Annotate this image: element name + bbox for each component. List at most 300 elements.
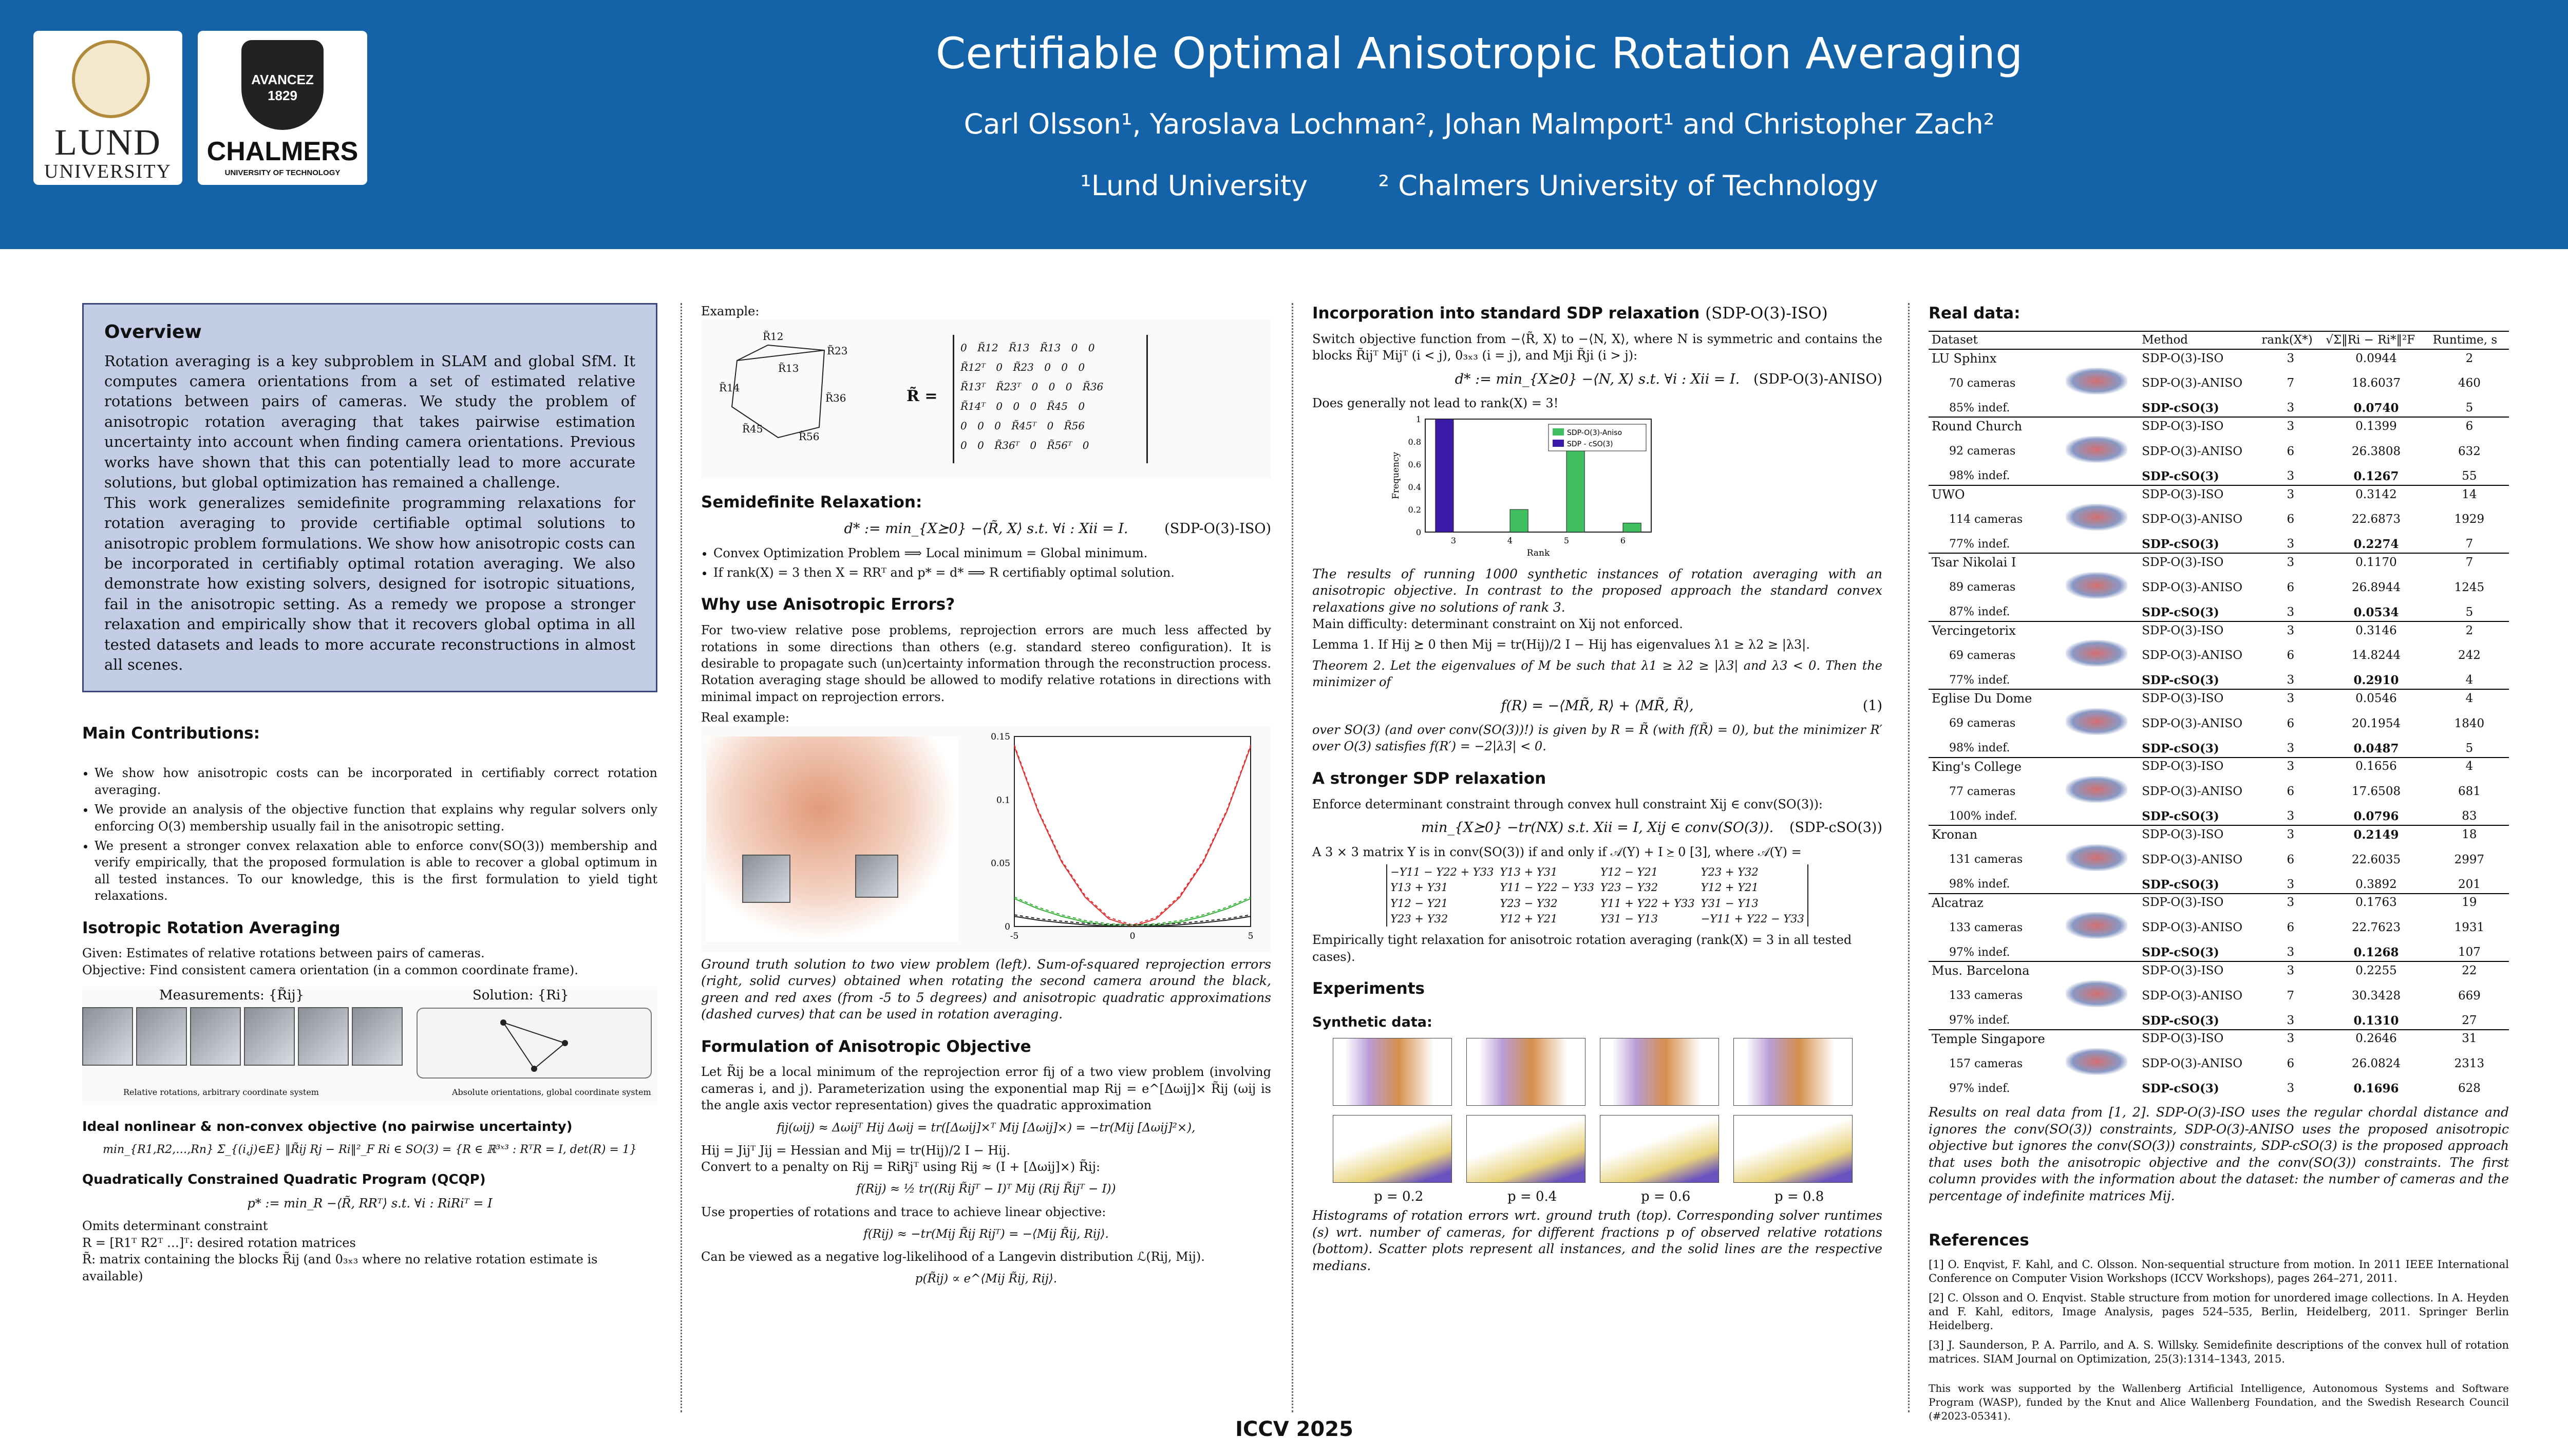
matrix-cell: Y12 + Y21 bbox=[1701, 881, 1759, 894]
table-cell: 6 bbox=[2287, 580, 2295, 594]
dataset-cell: 157 cameras bbox=[1949, 1057, 2023, 1070]
table-cell: 6 bbox=[2287, 853, 2295, 866]
matrix-cell: Y23 + Y32 bbox=[1390, 912, 1448, 925]
table-row bbox=[1929, 1012, 2509, 1030]
table-row bbox=[1929, 844, 2509, 876]
sdr-equation-tag: (SDP-O(3)-ISO) bbox=[1164, 521, 1271, 537]
table-row bbox=[1929, 808, 2509, 825]
table-row bbox=[1929, 672, 2509, 689]
synthetic-figure bbox=[1312, 1038, 1882, 1207]
p-label: p = 0.2 bbox=[1374, 1189, 1424, 1205]
dataset-cell: 131 cameras bbox=[1949, 853, 2023, 866]
table-cell: 3 bbox=[2258, 417, 2322, 435]
references-list bbox=[1929, 1258, 2509, 1366]
table-cell: 3 bbox=[2258, 485, 2322, 503]
dataset-cell: Temple Singapore bbox=[1929, 1030, 2063, 1048]
theorem-equation-tag: (1) bbox=[1862, 697, 1882, 714]
reconstruction-thumbnail bbox=[2066, 844, 2127, 871]
references-title: References bbox=[1929, 1231, 2029, 1250]
table-cell: 0.0944 bbox=[2322, 349, 2430, 367]
table-cell: SDP-cSO(3) bbox=[2142, 1013, 2219, 1028]
dataset-cell: 69 cameras bbox=[1949, 649, 2016, 662]
table-cell: SDP-cSO(3) bbox=[2142, 877, 2219, 892]
histogram-bar bbox=[1623, 523, 1641, 533]
incorp-equation bbox=[1312, 370, 1882, 389]
synthetic-caption: Histograms of rotation errors wrt. ground truth (top). Corresponding solver runtimes (s) wrt. number of cameras, for different fractions p of observed relative rotations (bottom). Scatter plots represent all instances, and the solid lines are the respective medians. bbox=[1312, 1208, 1882, 1273]
table-cell: 3 bbox=[2287, 877, 2295, 891]
dataset-thumbnail bbox=[2063, 349, 2139, 367]
synthetic-title: Synthetic data: bbox=[1312, 1014, 1432, 1030]
table-cell: SDP-O(3)-ISO bbox=[2139, 417, 2258, 435]
given-text: Given: Estimates of relative rotations between pairs of cameras. bbox=[82, 946, 485, 961]
table-cell: SDP-cSO(3) bbox=[2142, 605, 2219, 619]
table-cell: 2997 bbox=[2454, 853, 2485, 866]
table-cell: SDP-cSO(3) bbox=[2142, 537, 2219, 552]
table-row bbox=[1929, 417, 2509, 435]
table-cell: 669 bbox=[2458, 989, 2481, 1003]
table-cell: 6 bbox=[2287, 513, 2295, 526]
table-cell: 0.2646 bbox=[2322, 1030, 2430, 1048]
experiments-title: Experiments bbox=[1312, 979, 1425, 998]
table-cell: 3 bbox=[2258, 1030, 2322, 1048]
lund-university-logo bbox=[33, 31, 182, 185]
table-row bbox=[1929, 894, 2509, 912]
dataset-thumbnail bbox=[2063, 367, 2139, 400]
dataset-thumbnail bbox=[2063, 944, 2139, 961]
table-cell: 18 bbox=[2430, 825, 2509, 843]
chalmers-emblem-text: AVANCEZ 1829 bbox=[251, 72, 314, 103]
column-divider bbox=[1292, 303, 1293, 1412]
runtime-scatter bbox=[1733, 1115, 1853, 1183]
formulation-eq-1: fij(ωij) ≈ Δωijᵀ Hij Δωij = tr([Δωij]×ᵀ Mij [Δωij]×) = −tr(Mij [Δωij]²×), bbox=[777, 1121, 1196, 1134]
table-header: Dataset bbox=[1929, 331, 2063, 349]
real-example-caption: Ground truth solution to two view problem (left). Sum-of-squared reprojection errors (right, solid curves) obtained when rotating the second camera around the black, green and red axes (from -5 to 5 degrees) and anisotropic quadratic approximations (dashed curves) that can be used in rotation averaging. bbox=[701, 956, 1271, 1022]
table-cell: SDP-cSO(3) bbox=[2142, 809, 2219, 824]
table-cell: 3 bbox=[2258, 553, 2322, 571]
dataset-thumbnail bbox=[2063, 708, 2139, 740]
table-cell: SDP-cSO(3) bbox=[2142, 469, 2219, 483]
histogram-bar bbox=[1566, 450, 1584, 533]
table-cell: 3 bbox=[2258, 894, 2322, 912]
sdr-bullet: • If rank(X) = 3 then X = RRᵀ and p* = d* ⟹ R certifiably optimal solution. bbox=[713, 564, 1271, 581]
camera-frustum-icon bbox=[742, 855, 790, 903]
matrix-cell: Y12 − Y21 bbox=[1600, 865, 1658, 878]
dataset-cell: LU Sphinx bbox=[1929, 349, 2063, 367]
acknowledgement: This work was supported by the Wallenberg Artificial Intelligence, Autonomous Systems and Software Program (WASP), funded by the Knut and Alice Wallenberg Foundation, and the Swedish Research Council (#2023-05341). bbox=[1929, 1382, 2509, 1423]
conv-matrix bbox=[1386, 864, 1808, 926]
reconstruction-thumbnail bbox=[2066, 572, 2127, 599]
lund-logo-sub: UNIVERSITY bbox=[44, 161, 172, 182]
real-data-title: Real data: bbox=[1929, 304, 2021, 323]
contributions-title: Main Contributions: bbox=[82, 724, 260, 743]
y-tick-label: 0.8 bbox=[1408, 437, 1421, 447]
dataset-cell: 98% indef. bbox=[1949, 742, 2010, 755]
plot-frame bbox=[1014, 736, 1251, 926]
table-cell: 2 bbox=[2430, 349, 2509, 367]
table-row bbox=[1929, 708, 2509, 740]
dataset-cell: 97% indef. bbox=[1949, 1014, 2010, 1027]
table-row bbox=[1929, 980, 2509, 1012]
measurement-photo bbox=[298, 1007, 349, 1066]
dataset-cell: 85% indef. bbox=[1949, 402, 2010, 414]
difficulty-text: Main difficulty: determinant constraint on Xij not enforced. bbox=[1312, 617, 1683, 632]
table-cell: SDP-cSO(3) bbox=[2142, 946, 2219, 960]
graph-node-label: R̃45 bbox=[742, 423, 763, 436]
table-cell: SDP-O(3)-ANISO bbox=[2142, 376, 2243, 390]
table-cell: 6 bbox=[2287, 649, 2295, 663]
formulation-h: Hij = Jijᵀ Jij = Hessian and Mij = tr(Hij)/2 I − Hij. bbox=[701, 1143, 1011, 1158]
dataset-thumbnail bbox=[2063, 808, 2139, 825]
dataset-cell: 69 cameras bbox=[1949, 717, 2016, 730]
table-cell: SDP-O(3)-ANISO bbox=[2142, 1057, 2243, 1071]
y-tick-label: 0.05 bbox=[991, 858, 1010, 869]
dataset-cell: 70 cameras bbox=[1949, 376, 2016, 390]
table-cell: 0.3146 bbox=[2322, 621, 2430, 639]
dataset-thumbnail bbox=[2063, 485, 2139, 503]
table-row bbox=[1929, 740, 2509, 758]
graph-node-label: R̃23 bbox=[827, 345, 848, 357]
poster-authors: Carl Olsson¹, Yaroslava Lochman², Johan Malmport¹ and Christopher Zach² bbox=[964, 108, 1995, 140]
table-cell: 6 bbox=[2430, 417, 2509, 435]
reference-item: [1] O. Enqvist, F. Kahl, and C. Olsson. Non-sequential structure from motion. In 2011 IEEE International Conference on Computer Vision Workshops (ICCV Workshops), pages 264–271, 2011. bbox=[1929, 1258, 2509, 1285]
conv-text: A 3 × 3 matrix Y is in conv(SO(3)) if and only if 𝒜(Y) + I ⪰ 0 [3], where 𝒜(Y) = bbox=[1312, 844, 1802, 859]
table-cell: 7 bbox=[2287, 376, 2295, 390]
dataset-thumbnail bbox=[2063, 689, 2139, 707]
table-cell: 0.2255 bbox=[2322, 961, 2430, 979]
chalmers-logo-sub: UNIVERSITY OF TECHNOLOGY bbox=[224, 168, 341, 177]
incorp-equation-tag: (SDP-O(3)-ANISO) bbox=[1753, 371, 1882, 387]
matrix-cell: Y23 + Y32 bbox=[1701, 865, 1759, 878]
matrix-cell: Y13 + Y31 bbox=[1390, 881, 1448, 894]
table-row bbox=[1929, 485, 2509, 503]
dataset-cell: Mus. Barcelona bbox=[1929, 961, 2063, 979]
dataset-thumbnail bbox=[2063, 844, 2139, 876]
legend-label: SDP-O(3)-Aniso bbox=[1567, 429, 1622, 438]
table-cell: 0.1656 bbox=[2322, 758, 2430, 776]
table-cell: 3 bbox=[2287, 537, 2295, 551]
stronger-equation-text: min_{X⪰0} −tr(NX) s.t. Xii = I, Xij ∈ conv(SO(3)). bbox=[1421, 820, 1774, 836]
measurement-photo bbox=[190, 1007, 241, 1066]
dataset-cell: King's College bbox=[1929, 758, 2063, 776]
dataset-cell: Kronan bbox=[1929, 825, 2063, 843]
dataset-cell: 97% indef. bbox=[1949, 1082, 2010, 1095]
dataset-thumbnail bbox=[2063, 1012, 2139, 1030]
legend-label: SDP - cSO(3) bbox=[1567, 440, 1613, 449]
table-cell: 0.1310 bbox=[2353, 1013, 2399, 1028]
table-cell: 3 bbox=[2258, 689, 2322, 707]
stronger-equation bbox=[1312, 819, 1882, 837]
table-cell: 3 bbox=[2258, 825, 2322, 843]
reconstruction-thumbnail bbox=[2066, 436, 2127, 463]
table-cell: 3 bbox=[2287, 1013, 2295, 1027]
dataset-thumbnail bbox=[2063, 912, 2139, 944]
dataset-cell: Round Church bbox=[1929, 417, 2063, 435]
y-tick-label: 0.6 bbox=[1408, 460, 1421, 470]
measurements-caption: Relative rotations, arbitrary coordinate system bbox=[123, 1087, 319, 1098]
x-tick-label: 3 bbox=[1450, 536, 1457, 546]
tight-note: Empirically tight relaxation for anisotroic rotation averaging (rank(X) = 3 in all tested cases). bbox=[1312, 933, 1852, 964]
table-cell: 26.8944 bbox=[2351, 580, 2401, 594]
table-cell: SDP-O(3)-ANISO bbox=[2142, 921, 2243, 935]
table-row bbox=[1929, 944, 2509, 961]
dataset-cell: Tsar Nikolai I bbox=[1929, 553, 2063, 571]
dataset-thumbnail bbox=[2063, 672, 2139, 689]
table-row bbox=[1929, 689, 2509, 707]
y-tick-label: 1 bbox=[1415, 414, 1421, 425]
table-row bbox=[1929, 776, 2509, 808]
y-tick-label: 0.4 bbox=[1408, 482, 1421, 493]
camera-frustum-icon bbox=[855, 855, 898, 898]
table-cell: 0.2274 bbox=[2353, 537, 2399, 552]
sdr-title: Semidefinite Relaxation: bbox=[701, 493, 922, 512]
dataset-thumbnail bbox=[2063, 503, 2139, 536]
x-tick-label: 5 bbox=[1248, 931, 1254, 941]
dataset-thumbnail bbox=[2063, 400, 2139, 417]
omits-text: Omits determinant constraint bbox=[82, 1219, 268, 1234]
overview-box bbox=[82, 303, 657, 692]
table-cell: 0.0546 bbox=[2322, 689, 2430, 707]
measurement-photo bbox=[352, 1007, 403, 1066]
table-cell: 2 bbox=[2430, 621, 2509, 639]
table-cell: 1929 bbox=[2454, 513, 2485, 526]
table-cell: 1931 bbox=[2454, 921, 2485, 935]
table-cell: 6 bbox=[2287, 921, 2295, 935]
table-cell: 3 bbox=[2287, 809, 2295, 823]
x-tick-label: -5 bbox=[1010, 931, 1019, 941]
chalmers-emblem-icon bbox=[241, 40, 324, 130]
dataset-thumbnail bbox=[2063, 639, 2139, 672]
incorp-text: Switch objective function from −⟨R̃, X⟩ to −⟨N, X⟩, where N is symmetric and contains the blocks R̃ijᵀ Mijᵀ (i < j), 0₃ₓ₃ (i = j), and Mji R̃ji (i > j): bbox=[1312, 331, 1882, 363]
matrix-cell: −Y11 + Y22 − Y33 bbox=[1701, 912, 1804, 925]
sdr-equation bbox=[701, 520, 1271, 538]
table-row bbox=[1929, 468, 2509, 485]
table-cell: 83 bbox=[2462, 809, 2477, 823]
table-cell: 4 bbox=[2430, 689, 2509, 707]
dataset-thumbnail bbox=[2063, 536, 2139, 553]
table-cell: 17.6508 bbox=[2351, 785, 2401, 799]
p-label: p = 0.6 bbox=[1641, 1189, 1691, 1205]
dataset-cell: 133 cameras bbox=[1949, 921, 2023, 934]
qcqp-title: Quadratically Constrained Quadratic Program (QCQP) bbox=[82, 1171, 486, 1187]
ideal-equation: min_{R1,R2,…,Rn} Σ_{(i,j)∈E} ‖R̃ij Rj − Ri‖²_F Ri ∈ SO(3) = {R ∈ ℝ³ˣ³ : RᵀR = I, det(R) = 1} bbox=[103, 1143, 637, 1157]
column-3 bbox=[1312, 303, 1882, 1274]
dataset-thumbnail bbox=[2063, 621, 2139, 639]
dataset-thumbnail bbox=[2063, 1048, 2139, 1080]
dataset-cell: 77% indef. bbox=[1949, 673, 2010, 687]
table-cell: 0.1267 bbox=[2353, 469, 2399, 483]
formulation-langevin: Can be viewed as a negative log-likelihood of a Langevin distribution ℒ(Rij, Mij). bbox=[701, 1249, 1205, 1264]
dataset-cell: 87% indef. bbox=[1949, 606, 2010, 619]
graph-node-label: R̃12 bbox=[763, 330, 784, 343]
dataset-cell: Eglise Du Dome bbox=[1929, 689, 2063, 707]
table-row bbox=[1929, 961, 2509, 979]
table-header bbox=[2063, 331, 2139, 349]
table-cell: 5 bbox=[2465, 605, 2473, 619]
pointcloud-image bbox=[706, 736, 958, 942]
x-tick-label: 4 bbox=[1507, 536, 1513, 546]
example-matrix: 0 R̃12 R̃13 R̃13 0 0 R̃12ᵀ 0 R̃23 0 0 0 R̃13ᵀ R̃23ᵀ 0 0 0 R̃36 R̃14ᵀ 0 0 0 R̃45 0 0 0 0 R̃45ᵀ 0 R̃56 0 0 R̃36ᵀ 0 R̃56ᵀ 0 bbox=[953, 335, 1148, 463]
histogram-bar bbox=[1436, 419, 1453, 532]
table-cell: 6 bbox=[2287, 444, 2295, 458]
column-1 bbox=[82, 303, 657, 1284]
real-example-figure bbox=[701, 726, 1271, 952]
formulation-text: Let R̃ij be a local minimum of the reprojection error fij of a two view problem (involving cameras i, and j). Parameterization using the exponential map Rij = e^[Δωij]× R̃ij (ωij is the angle axis vector representation) gives the quadratic approximation bbox=[701, 1065, 1271, 1113]
dataset-cell: 77% indef. bbox=[1949, 537, 2010, 551]
incorp-title-tag: (SDP-O(3)-ISO) bbox=[1705, 304, 1828, 323]
table-cell: SDP-cSO(3) bbox=[2142, 401, 2219, 415]
contributions-list bbox=[82, 765, 657, 904]
error-histogram bbox=[1733, 1038, 1853, 1106]
table-header: rank(X*) bbox=[2258, 331, 2322, 349]
reconstruction-thumbnail bbox=[2066, 1048, 2127, 1075]
table-cell: 18.6037 bbox=[2351, 376, 2401, 390]
table-cell: SDP-cSO(3) bbox=[2142, 741, 2219, 755]
table-cell: SDP-O(3)-ANISO bbox=[2142, 444, 2243, 458]
error-histogram bbox=[1333, 1038, 1452, 1106]
table-cell: 3 bbox=[2258, 621, 2322, 639]
stronger-equation-tag: (SDP-cSO(3)) bbox=[1789, 820, 1882, 836]
table-cell: 55 bbox=[2462, 469, 2477, 483]
matrix-cell: Y11 − Y22 − Y33 bbox=[1500, 881, 1594, 894]
reconstruction-thumbnail bbox=[2066, 912, 2127, 939]
table-cell: 0.1696 bbox=[2353, 1082, 2399, 1096]
table-cell: 27 bbox=[2462, 1013, 2477, 1027]
table-cell: 14.8244 bbox=[2351, 649, 2401, 663]
table-cell: 460 bbox=[2458, 376, 2481, 390]
y-axis-label: Frequency bbox=[1391, 452, 1401, 500]
table-row bbox=[1929, 572, 2509, 604]
table-cell: SDP-O(3)-ISO bbox=[2139, 485, 2258, 503]
table-cell: 0.2910 bbox=[2353, 673, 2399, 688]
dataset-thumbnail bbox=[2063, 776, 2139, 808]
table-cell: 3 bbox=[2287, 1082, 2295, 1095]
table-cell: 26.0824 bbox=[2351, 1057, 2401, 1071]
table-cell: SDP-O(3)-ISO bbox=[2139, 961, 2258, 979]
why-title: Why use Anisotropic Errors? bbox=[701, 595, 955, 614]
reference-item: [3] J. Saunderson, P. A. Parrilo, and A. S. Willsky. Semidefinite descriptions of the convex hull of rotation matrices. SIAM Journal on Optimization, 25(3):1314–1343, 2015. bbox=[1929, 1338, 2509, 1365]
dataset-cell: 100% indef. bbox=[1949, 809, 2017, 823]
table-row bbox=[1929, 400, 2509, 417]
reference-item: [2] C. Olsson and O. Enqvist. Stable structure from motion for unordered image collections. In A. Heyden and F. Kahl, editors, Image Analysis, pages 524–535, Berlin, Heidelberg, 2011. Springer Berlin Heidelberg. bbox=[1929, 1291, 2509, 1332]
table-cell: SDP-O(3)-ANISO bbox=[2142, 580, 2243, 594]
stronger-title: A stronger SDP relaxation bbox=[1312, 769, 1546, 788]
runtime-scatter bbox=[1466, 1115, 1585, 1183]
measurement-photo bbox=[82, 1007, 133, 1066]
dataset-cell: Alcatraz bbox=[1929, 894, 2063, 912]
dataset-cell: 114 cameras bbox=[1949, 513, 2023, 526]
matrix-cell: Y13 + Y31 bbox=[1500, 865, 1558, 878]
y-tick-label: 0 bbox=[1005, 921, 1010, 932]
matrix-cell: Y12 + Y21 bbox=[1500, 912, 1558, 925]
x-axis-label: Rank bbox=[1526, 548, 1550, 559]
y-tick-label: 0 bbox=[1415, 527, 1421, 538]
dataset-thumbnail bbox=[2063, 1080, 2139, 1097]
table-cell: 4 bbox=[2465, 673, 2473, 687]
table-cell: 681 bbox=[2458, 785, 2481, 799]
lemma-text: Lemma 1. If Hij ⪰ 0 then Mij = tr(Hij)/2 I − Hij has eigenvalues λ1 ≥ λ2 ≥ |λ3|. bbox=[1312, 637, 1810, 652]
graph-node-label: R̃13 bbox=[778, 362, 799, 375]
formulation-title: Formulation of Anisotropic Objective bbox=[701, 1037, 1031, 1056]
table-row bbox=[1929, 503, 2509, 536]
table-row bbox=[1929, 536, 2509, 553]
theorem-conclusion: over SO(3) (and over conv(SO(3))!) is given by R = R̃ (with f(R̃) = 0), but the minimizer R′ over O(3) satisfies f(R′) = −2|λ3| < 0. bbox=[1312, 723, 1882, 754]
p-label: p = 0.8 bbox=[1774, 1189, 1824, 1205]
dataset-thumbnail bbox=[2063, 436, 2139, 468]
p-label: p = 0.4 bbox=[1507, 1189, 1557, 1205]
reconstruction-thumbnail bbox=[2066, 504, 2127, 531]
dataset-cell: 98% indef. bbox=[1949, 878, 2010, 891]
contribution-item: • We present a stronger convex relaxation able to enforce conv(SO(3)) membership and verify empirically, that the proposed formulation is able to recover a global optimum in all tested instances. To our knowledge, this is the first formulation to yield tight relaxations. bbox=[95, 838, 657, 904]
iso-title: Isotropic Rotation Averaging bbox=[82, 918, 341, 937]
runtime-scatter bbox=[1600, 1115, 1719, 1183]
table-cell: 3 bbox=[2287, 469, 2295, 483]
y-tick-label: 0.2 bbox=[1408, 505, 1421, 515]
dataset-cell: 92 cameras bbox=[1949, 445, 2016, 458]
table-cell: 6 bbox=[2287, 785, 2295, 799]
y-tick-label: 0.1 bbox=[996, 795, 1010, 805]
measurements-label: Measurements: {R̃ij} bbox=[159, 988, 305, 1004]
graph-node-label: R̃14 bbox=[719, 382, 740, 394]
table-row bbox=[1929, 349, 2509, 367]
dataset-cell: UWO bbox=[1929, 485, 2063, 503]
reconstruction-thumbnail bbox=[2066, 640, 2127, 667]
table-cell: 201 bbox=[2458, 877, 2481, 891]
table-cell: 7 bbox=[2430, 553, 2509, 571]
column-2 bbox=[701, 303, 1271, 1293]
table-cell: 7 bbox=[2287, 989, 2295, 1003]
table-cell: SDP-O(3)-ANISO bbox=[2142, 513, 2243, 526]
matrix-label: R̃ = bbox=[907, 387, 938, 406]
table-cell: SDP-O(3)-ANISO bbox=[2142, 716, 2243, 730]
real-data-table bbox=[1929, 331, 2509, 1097]
table-cell: 3 bbox=[2258, 349, 2322, 367]
table-cell: SDP-O(3)-ANISO bbox=[2142, 989, 2243, 1003]
conference-footer: ICCV 2025 bbox=[1235, 1417, 1353, 1441]
table-cell: 31 bbox=[2430, 1030, 2509, 1048]
matrix-cell: Y23 − Y32 bbox=[1500, 897, 1558, 910]
table-cell: 5 bbox=[2465, 741, 2473, 755]
overview-title: Overview bbox=[104, 322, 202, 343]
graph-node-label: R̃36 bbox=[825, 392, 846, 405]
table-row bbox=[1929, 639, 2509, 672]
x-tick-label: 6 bbox=[1620, 536, 1626, 546]
measurement-photo bbox=[244, 1007, 295, 1066]
dataset-thumbnail bbox=[2063, 980, 2139, 1012]
matrix-cell: Y12 − Y21 bbox=[1390, 897, 1448, 910]
table-row bbox=[1929, 604, 2509, 621]
dataset-thumbnail bbox=[2063, 825, 2139, 843]
reconstruction-thumbnail bbox=[2066, 368, 2127, 394]
table-cell: 0.2149 bbox=[2322, 825, 2430, 843]
table-row bbox=[1929, 436, 2509, 468]
incorp-title bbox=[1312, 303, 1882, 325]
solution-graph-icon bbox=[416, 1007, 652, 1079]
dataset-thumbnail bbox=[2063, 876, 2139, 894]
table-cell: 3 bbox=[2287, 605, 2295, 619]
table-cell: 1840 bbox=[2454, 716, 2485, 730]
matrix-cell: Y23 − Y32 bbox=[1600, 881, 1658, 894]
lund-logo-word: LUND bbox=[54, 122, 161, 163]
table-cell: 6 bbox=[2287, 716, 2295, 730]
matrix-cell: Y11 + Y22 + Y33 bbox=[1600, 897, 1695, 910]
table-cell: 22.7623 bbox=[2351, 921, 2401, 935]
column-4 bbox=[1929, 303, 2509, 1427]
dataset-thumbnail bbox=[2063, 553, 2139, 571]
table-cell: 0.0796 bbox=[2353, 809, 2399, 824]
why-text: For two-view relative pose problems, reprojection errors are much less affected by rotations in some directions than others (e.g. standard stereo configuration). It is desirable to propagate such (un)certainty information through the reconstruction process. Rotation averaging stage should be allowed to modify relative rotations in directions with minimal impact on reprojection errors. bbox=[701, 623, 1271, 704]
table-cell: 0.0487 bbox=[2353, 741, 2399, 755]
incorp-title-text: Incorporation into standard SDP relaxation bbox=[1312, 304, 1700, 323]
